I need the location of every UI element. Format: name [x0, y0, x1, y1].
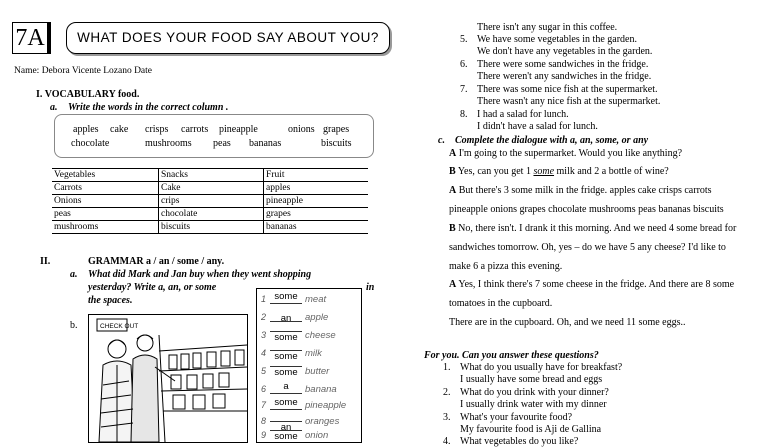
- answer-text[interactable]: My favourite food is Aji de Gallina: [460, 424, 602, 435]
- answer-line: [270, 350, 302, 351]
- list-item: [257, 427, 361, 445]
- list-item: [257, 363, 361, 381]
- question-text: What do you drink with your dinner?: [460, 387, 609, 398]
- sentence-number: 6.: [460, 59, 468, 70]
- dialogue-text: make 6 a pizza this evening.: [449, 261, 563, 272]
- list-item-number: 1: [261, 294, 267, 304]
- table-cell: crips: [159, 195, 264, 208]
- dialogue-line: [449, 166, 669, 177]
- word-bank-item: pineapple: [219, 124, 258, 135]
- list-item: [257, 345, 361, 363]
- dialogue-text: tomatoes in the cupboard.: [449, 298, 553, 309]
- grammar-a-letter: a.: [70, 269, 78, 280]
- list-item-number: 5: [261, 366, 267, 376]
- table-row: [52, 195, 368, 208]
- unit-badge: 7A: [12, 22, 51, 54]
- sentence-number: 8.: [460, 109, 468, 120]
- question-text: What do you usually have for breakfast?: [460, 362, 623, 373]
- answer-line: [270, 421, 302, 422]
- question-number: 2.: [443, 387, 451, 398]
- answer-line: [270, 303, 302, 304]
- list-item-word: butter: [305, 366, 330, 377]
- question-number: 3.: [443, 412, 451, 423]
- dialogue-text: pineapple onions grapes chocolate mushrooms peas bananas biscuits: [449, 204, 724, 215]
- list-item-number: 8: [261, 416, 267, 426]
- shopping-cartoon: [88, 314, 248, 443]
- table-row: [52, 182, 368, 195]
- sentence-negative: There weren't any sandwiches in the fridge.: [477, 71, 652, 82]
- list-item-word: meat: [305, 294, 327, 305]
- sentence-positive: I had a salad for lunch.: [477, 109, 569, 120]
- answer-input[interactable]: a: [283, 381, 289, 392]
- table-cell: peas: [52, 208, 159, 221]
- speaker-a: A: [449, 185, 457, 196]
- vocabulary-heading: I. VOCABULARY food.: [36, 89, 140, 100]
- list-item: [257, 291, 361, 309]
- sentence-positive: We have some vegetables in the garden.: [477, 34, 637, 45]
- shopping-cartoon-drawing: [89, 315, 247, 442]
- table-cell: apples: [264, 182, 369, 195]
- answer-line: [270, 430, 302, 431]
- grammar-instruction: in: [366, 282, 375, 293]
- table-cell: Onions: [52, 195, 159, 208]
- answer-line: [270, 366, 302, 367]
- answer-input[interactable]: some: [274, 431, 298, 442]
- dialogue-line: [449, 148, 682, 159]
- word-bank-item: carrots: [181, 124, 209, 135]
- word-bank-item: crisps: [145, 124, 169, 135]
- question-text: What vegetables do you like?: [460, 436, 579, 447]
- vocab-instruction: Write the words in the correct column .: [68, 102, 229, 113]
- answer-input[interactable]: an: [280, 313, 292, 324]
- answer-line: [270, 321, 302, 322]
- word-bank-item: bananas: [249, 138, 282, 149]
- list-item: [257, 309, 361, 327]
- speaker-b: B: [449, 166, 456, 177]
- dialogue-text: There are in the cupboard. Oh, and we need 11 some eggs..: [449, 317, 686, 328]
- question-number: 1.: [443, 362, 451, 373]
- dialogue-line: [449, 279, 734, 290]
- answer-input[interactable]: some: [274, 397, 298, 408]
- list-item-number: 9: [261, 430, 267, 440]
- dialogue-text: But there's 3 some milk in the fridge. apples cake crisps carrots: [458, 185, 712, 196]
- word-bank-item: biscuits: [321, 138, 352, 149]
- sentence-positive: There were some sandwiches in the fridge.: [477, 59, 649, 70]
- list-item-word: onion: [305, 430, 329, 441]
- answer-input[interactable]: some: [274, 367, 298, 378]
- question-number: 4.: [443, 436, 451, 447]
- dialogue-line: [449, 185, 712, 196]
- list-item-word: cheese: [305, 330, 336, 341]
- answer-text[interactable]: I usually drink water with my dinner: [460, 399, 607, 410]
- answer-text[interactable]: I usually have some bread and eggs: [460, 374, 603, 385]
- table-cell: bananas: [264, 221, 369, 234]
- dialogue-text: sandwiches tomorrow. Oh, yes – do we have 5 any cheese? I'd like to: [449, 242, 726, 253]
- list-item-word: banana: [305, 384, 337, 395]
- dialogue-letter: c.: [438, 135, 445, 146]
- table-cell: pineapple: [264, 195, 369, 208]
- word-bank-item: mushrooms: [145, 138, 192, 149]
- table-cell: Carrots: [52, 182, 159, 195]
- dialogue-text: I'm going to the supermarket. Would you like anything?: [458, 148, 683, 159]
- cartoon-sign-text: CHECK OUT: [100, 323, 139, 330]
- grammar-instruction: yesterday? Write a, an, or some: [88, 282, 217, 293]
- table-cell: biscuits: [159, 221, 264, 234]
- table-row: [52, 221, 368, 234]
- grammar-instruction: What did Mark and Jan buy when they went shopping: [88, 269, 312, 280]
- sentence-negative: We don't have any vegetables in the garden.: [477, 46, 653, 57]
- grammar-heading: GRAMMAR a / an / some / any.: [88, 256, 225, 267]
- sentence-positive: There was some nice fish at the supermarket.: [477, 84, 658, 95]
- word-bank-item: chocolate: [71, 138, 110, 149]
- word-bank-item: grapes: [323, 124, 350, 135]
- list-item-number: 6: [261, 384, 267, 394]
- speaker-a: A: [449, 279, 457, 290]
- worksheet-title: WHAT DOES YOUR FOOD SAY ABOUT YOU?: [66, 22, 390, 54]
- answer-input[interactable]: an: [280, 422, 292, 433]
- vocabulary-table: [52, 168, 368, 234]
- list-item-number: 2: [261, 312, 267, 322]
- table-cell: grapes: [264, 208, 369, 221]
- table-cell: Cake: [159, 182, 264, 195]
- answer-line: [270, 409, 302, 410]
- for-you-heading: For you. Can you answer these questions?: [424, 350, 599, 361]
- vocab-instruction-letter: a.: [50, 102, 58, 113]
- list-item-word: oranges: [305, 416, 340, 427]
- sentence-number: 7.: [460, 84, 468, 95]
- answer-input[interactable]: some: [274, 351, 298, 362]
- list-item-number: 7: [261, 400, 267, 410]
- table-cell: chocolate: [159, 208, 264, 221]
- student-name-line: Name: Debora Vicente Lozano Date: [14, 66, 152, 76]
- table-cell: mushrooms: [52, 221, 159, 234]
- list-item-word: milk: [305, 348, 322, 359]
- answer-line: [270, 331, 302, 332]
- dialogue-answer: some: [533, 166, 555, 177]
- dialogue-heading: Complete the dialogue with a, an, some, or any: [455, 135, 649, 146]
- list-item-number: 3: [261, 330, 267, 340]
- word-bank-item: peas: [213, 138, 231, 149]
- answer-input[interactable]: some: [274, 332, 298, 343]
- list-item-word: apple: [305, 312, 329, 323]
- sentence-negative: There wasn't any nice fish at the supermarket.: [477, 96, 661, 107]
- word-bank-item: cake: [110, 124, 129, 135]
- list-item-number: 4: [261, 348, 267, 358]
- list-item-word: pineapple: [305, 400, 347, 411]
- table-header: Fruit: [264, 169, 369, 182]
- sentence-negative: I didn't have a salad for lunch.: [477, 121, 598, 132]
- grammar-b-letter: b.: [70, 320, 78, 331]
- grammar-roman: II.: [40, 256, 51, 267]
- table-header-row: [52, 169, 368, 182]
- grammar-instruction: the spaces.: [88, 295, 133, 306]
- word-bank-item: onions: [288, 124, 315, 135]
- answer-line: [270, 393, 302, 394]
- dialogue-text: Yes, I think there's 7 some cheese in the fridge. And there are 8 some: [458, 279, 735, 290]
- sentence-negative: There isn't any sugar in this coffee.: [477, 22, 618, 33]
- word-bank: [54, 114, 374, 158]
- speaker-a: A: [449, 148, 457, 159]
- list-item: [257, 327, 361, 345]
- dialogue-text: Yes, can you get 1: [457, 166, 534, 177]
- dialogue-text: milk and 2 a bottle of wine?: [554, 166, 669, 177]
- table-row: [52, 208, 368, 221]
- speaker-b: B: [449, 223, 456, 234]
- sentence-number: 5.: [460, 34, 468, 45]
- table-header: Snacks: [159, 169, 264, 182]
- table-header: Vegetables: [52, 169, 159, 182]
- dialogue-text: No, there isn't. I drank it this morning. And we need 4 some bread for: [458, 223, 737, 234]
- word-bank-item: apples: [73, 124, 99, 135]
- shopping-list: [256, 288, 362, 443]
- question-text: What's your favourite food?: [460, 412, 573, 423]
- dialogue-line: [449, 223, 736, 234]
- answer-input[interactable]: some: [274, 291, 298, 302]
